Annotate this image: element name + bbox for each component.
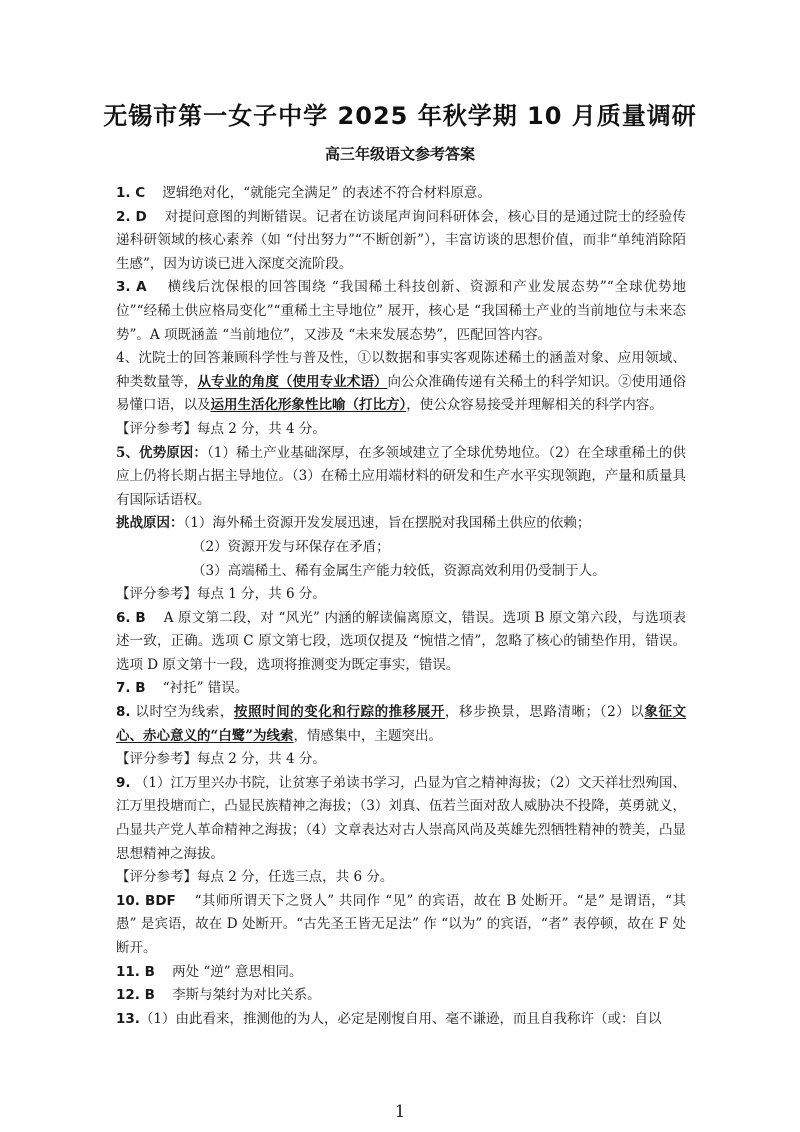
answer-number: 8. [116,704,131,721]
score-note: 【评分参考】每点 2 分，任选三点，共 6 分。 [116,869,394,886]
answer-text: “其师所谓天下之贤人” 共同作 “见” 的宾语，故在 B 处断开。“是” 是谓语，“其愚” 是宾语，故在 D 处断开。“古先圣王皆无足法” 作 “以为” 的宾语，“者” 表停顿，故在 F 处断开。 [116,892,686,956]
answer-number: 13. [116,1010,140,1027]
answer-5 [116,442,686,513]
answer-6 [116,607,686,678]
answer-8 [116,701,686,748]
score-note: 【评分参考】每点 2 分，共 4 分。 [116,751,326,768]
answer-12 [116,984,686,1008]
answer-text: “衬托” 错误。 [162,680,249,697]
answer-text: 对提问意图的判断错误。记者在访谈尾声询问科研体会，核心目的是通过院士的经验传递科研领域的核心素养（如 “付出努力”“不断创新”），丰富访谈的思想价值，而非“单纯消除陌生感”，因为访谈已进入深度交流阶段。 [116,208,686,272]
answer-key-phrase: 象征文心、赤心意义的“白鹭”为线索 [116,704,687,744]
answer-9 [116,772,686,866]
answer-body [116,182,686,1031]
answer-1 [116,182,686,206]
answer-label: 挑战原因： [116,515,184,532]
score-note: 【评分参考】每点 1 分，共 6 分。 [116,586,326,603]
answer-label: 5、优势原因： [116,444,207,461]
answer-5-challenge-item: （3）高端稀土、稀有金属生产能力较低，资源高效利用仍受制于人。 [192,562,606,579]
answer-10 [116,890,686,961]
answer-number: 12. B [116,987,155,1004]
answer-text: （1）由此看来，推测他的为人，必定是刚愎自用、毫不谦逊，而且自我称许（或：自以 [139,1010,662,1027]
answer-text: 逻辑绝对化，“就能完全满足” 的表述不符合材料原意。 [162,185,491,201]
answer-text: （1）稀土产业基础深厚，在多领域建立了全球优势地位。（2）在全球重稀土的供应上仍将长期占据主导地位。（3）在稀土应用端材料的研发和生产水平实现领跑，产量和质量具有国际话语权。 [116,444,686,508]
answer-key-phrase: 按照时间的变化和行踪的推移展开 [233,704,445,721]
document-subtitle: 高三年级语文参考答案 [324,145,475,163]
answer-text: 横线后沈保根的回答围绕 “我国稀土科技创新、资源和产业发展态势”“全球优势地位”“经稀土供应格局变化”“重稀土主导地位” 展开，核心是 “我国稀土产业的当前地位与未来态势”。A 项既涵盖 “当前地位”，又涉及 “未来发展态势”，匹配回答内容。 [116,279,687,343]
answer-7 [116,677,686,701]
answer-text: 以时空为线索， [135,704,234,721]
answer-number: 9. [116,774,131,791]
answer-number: 2. D [116,208,147,225]
answer-text: 向公众准确传递有关稀土的科学知识。②使用通俗易懂口语，以及 [116,373,687,414]
answer-5-challenge-item: （2）资源开发与环保存在矛盾； [192,538,390,555]
page-number: 1 [394,1102,406,1122]
answer-number: 7. B [116,680,146,697]
document-title: 无锡市第一女子中学 2025 年秋学期 10 月质量调研 [103,102,697,130]
answer-11 [116,961,686,985]
answer-4 [116,347,686,418]
answer-text: （1）江万里兴办书院，让贫寒子弟读书学习，凸显为官之精神海拔；（2）文天祥壮烈殉国、江万里投塘而亡，凸显民族精神之海拔；（3）刘真、伍若兰面对敌人威胁决不投降，英勇就义，凸显共产党人革命精神之海拔；（4）文章表达对古人崇高风尚及英雄先烈牺牲精神的赞美，凸显思想精神之海拔。 [116,774,686,862]
answer-text: 李斯与桀纣为对比关系。 [172,987,321,1004]
answer-text: 两处 “逆” 意思相同。 [172,963,303,980]
answer-text: （1）海外稀土资源开发发展迅速，旨在摆脱对我国稀土供应的依赖； [183,515,591,532]
answer-number: 1. C [116,185,146,201]
answer-key-phrase: 运用生活化形象性比喻（打比方） [210,397,407,414]
answer-text: ，情感集中，主题突出。 [293,727,443,744]
answer-3 [116,276,686,347]
answer-text: 4、沈院士的回答兼顾科学性与普及性，①以数据和事实客观陈述稀土的涵盖对象、应用领域、种类数量等， [116,350,686,390]
answer-number: 11. B [116,963,155,980]
answer-5-challenge [116,512,686,536]
answer-text: A 原文第二段，对 “风光” 内涵的解读偏离原文，错误。选项 B 原文第六段，与选项表述一致，正确。选项 C 原文第七段，选项仅提及 “惋惜之情”，忽略了核心的铺垫作用，错误。选项 D 原文第十一段，选项将推测变为既定事实，错误。 [116,609,687,673]
answer-key-phrase: 从专业的角度（使用专业术语） [197,373,388,390]
answer-13 [116,1008,686,1032]
answer-number: 3. A [116,279,147,296]
score-note: 【评分参考】每点 2 分，共 4 分。 [116,420,326,437]
answer-number: 10. BDF [116,892,176,909]
answer-2 [116,206,686,277]
answer-number: 6. B [116,609,146,626]
answer-text: ，使公众容易接受并理解相关的科学内容。 [406,397,663,414]
answer-text: ，移步换景，思路清晰；（2）以 [444,704,645,721]
